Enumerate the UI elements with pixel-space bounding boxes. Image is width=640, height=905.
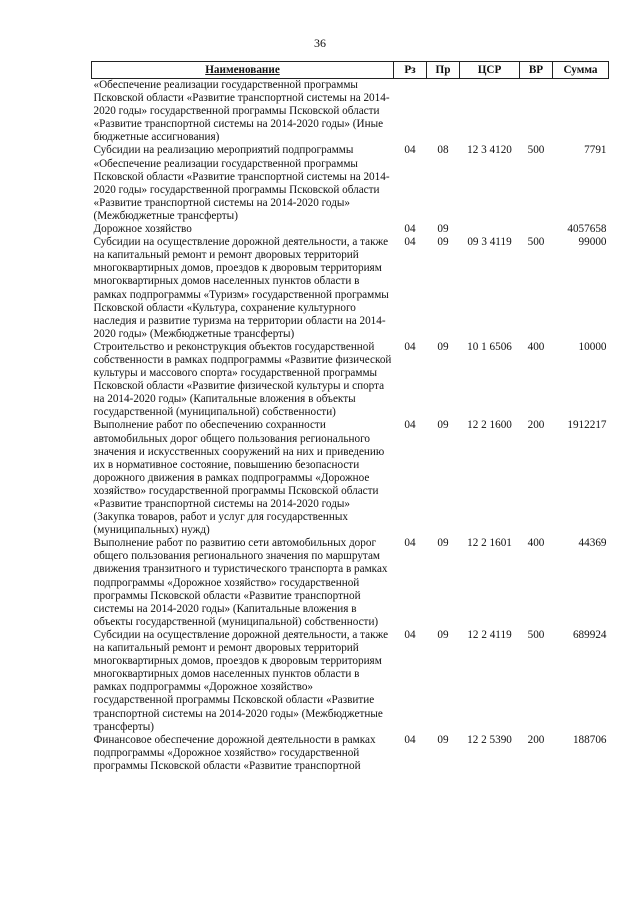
row-csr: 12 2 1600 xyxy=(467,419,512,432)
table-row xyxy=(92,419,609,537)
row-rz: 04 xyxy=(404,733,416,746)
table-row xyxy=(92,144,609,223)
row-pr: 09 xyxy=(437,236,449,249)
row-pr: 08 xyxy=(437,144,449,157)
table-row xyxy=(92,629,609,734)
row-rz: 04 xyxy=(404,144,416,157)
row-name: Субсидии на осуществление дорожной деятельности, а также на капитальный ремонт и ремонт дворовых территорий многоквартирных домов, проездов к дворовым территориям многоквартирных домов населенных пунктов области в рамках подпрограммы «Туризм» государственной программы Псковской области «Культура, сохранение культурного наследия и развитие туризма на территории области на 2014-2020 годы» (Межбюджетные трансферты) xyxy=(93,236,389,340)
row-name: «Обеспечение реализации государственной программы Псковской области «Развитие транспортной системы на 2014-2020 годы» государственной программы Псковской области «Развитие транспортной системы на 2014-2020 годы» (Иные бюджетные ассигнования) xyxy=(93,79,390,144)
row-vr: 400 xyxy=(527,537,545,550)
row-rz: 04 xyxy=(404,537,416,550)
row-csr: 12 2 5390 xyxy=(467,733,512,746)
row-rz: 04 xyxy=(404,223,416,236)
row-csr xyxy=(460,223,520,236)
row-vr: 200 xyxy=(527,419,545,432)
row-pr: 09 xyxy=(437,628,449,641)
header-name: Наименование xyxy=(92,62,394,79)
row-csr: 12 3 4120 xyxy=(467,144,512,157)
row-sum xyxy=(553,79,609,145)
row-sum: 188706 xyxy=(572,733,607,746)
header-sum: Сумма xyxy=(553,62,609,79)
table-row xyxy=(92,734,609,773)
row-pr: 09 xyxy=(437,340,449,353)
row-rz: 04 xyxy=(404,628,416,641)
row-pr: 09 xyxy=(437,419,449,432)
row-rz: 04 xyxy=(404,340,416,353)
row-sum: 4057658 xyxy=(567,223,607,236)
row-csr xyxy=(460,79,520,145)
row-rz: 04 xyxy=(404,419,416,432)
budget-table xyxy=(91,61,609,773)
row-csr: 10 1 6506 xyxy=(467,340,512,353)
row-vr: 500 xyxy=(527,628,545,641)
row-name: Субсидии на осуществление дорожной деятельности, а также на капитальный ремонт и ремонт дворовых территорий многоквартирных домов, проездов к дворовым территориям многоквартирных домов населенных пунктов области в рамках подпрограммы «Дорожное хозяйство» государственной программы Псковской области «Развитие транспортной системы на 2014-2020 годы» (Межбюджетные трансферты) xyxy=(93,628,389,733)
header-vr: ВР xyxy=(520,62,553,79)
page-number: 36 xyxy=(314,36,326,50)
header-row xyxy=(92,62,609,79)
row-rz xyxy=(394,79,427,145)
row-vr: 200 xyxy=(527,733,545,746)
row-name: Выполнение работ по развитию сети автомобильных дорог общего пользования регионального значения по маршрутам движения транзитного и туристического транспорта в рамках подпрограммы «Дорожное хозяйство» государственной программы Псковской области «Развитие транспортной системы на 2014-2020 годы» (Капитальные вложения в объекты государственной (муниципальной) собственности) xyxy=(93,537,388,628)
row-name: Субсидии на реализацию мероприятий подпрограммы «Обеспечение реализации государственной программы Псковской области «Развитие транспортной системы на 2014-2020 годы» государственной программы Псковской области «Развитие транспортной системы на 2014-2020 годы» (Межбюджетные трансферты) xyxy=(93,144,390,222)
row-sum: 44369 xyxy=(578,537,607,550)
table-row xyxy=(92,236,609,341)
row-sum: 1912217 xyxy=(567,419,607,432)
row-pr: 09 xyxy=(437,537,449,550)
table-header xyxy=(92,62,609,79)
row-name: Дорожное хозяйство xyxy=(93,223,192,236)
row-vr: 500 xyxy=(527,144,545,157)
table-body xyxy=(92,79,609,773)
table-row xyxy=(92,223,609,236)
header-csr: ЦСР xyxy=(460,62,520,79)
row-pr xyxy=(427,79,460,145)
row-sum: 10000 xyxy=(578,340,607,353)
row-csr: 12 2 4119 xyxy=(467,628,512,641)
row-vr xyxy=(520,79,553,145)
row-name: Финансовое обеспечение дорожной деятельности в рамках подпрограммы «Дорожное хозяйство» государственной программы Псковской области «Развитие транспортной xyxy=(93,733,376,772)
table-row xyxy=(92,537,609,629)
row-sum: 7791 xyxy=(584,144,607,157)
table-row xyxy=(92,79,609,145)
row-sum: 99000 xyxy=(578,236,607,249)
row-vr xyxy=(520,223,553,236)
row-vr: 500 xyxy=(527,236,545,249)
header-rz: Рз xyxy=(394,62,427,79)
table-row xyxy=(92,341,609,420)
row-csr: 12 2 1601 xyxy=(467,537,512,550)
row-pr: 09 xyxy=(437,223,449,236)
row-name: Строительство и реконструкция объектов государственной собственности в рамках подпрограммы «Развитие физической культуры и массового спорта» государственной программы Псковской области «Развитие физической культуры и спорта на 2014-2020 годы» (Капитальные вложения в объекты государственной (муниципальной) собственности) xyxy=(93,340,392,419)
header-pr: Пр xyxy=(427,62,460,79)
row-pr: 09 xyxy=(437,733,449,746)
row-rz: 04 xyxy=(404,236,416,249)
row-name: Выполнение работ по обеспечению сохранности автомобильных дорог общего пользования регионального значения и искусственных сооружений на них и приведению их в нормативное состояние, повышению безопасности дорожного движения в рамках подпрограммы «Дорожное хозяйство» государственной программы Псковской области «Развитие транспортной системы на 2014-2020 годы» (Закупка товаров, работ и услуг для государственных (муниципальных) нужд) xyxy=(93,419,385,537)
row-vr: 400 xyxy=(527,340,545,353)
row-csr: 09 3 4119 xyxy=(467,236,512,249)
row-sum: 689924 xyxy=(572,628,607,641)
